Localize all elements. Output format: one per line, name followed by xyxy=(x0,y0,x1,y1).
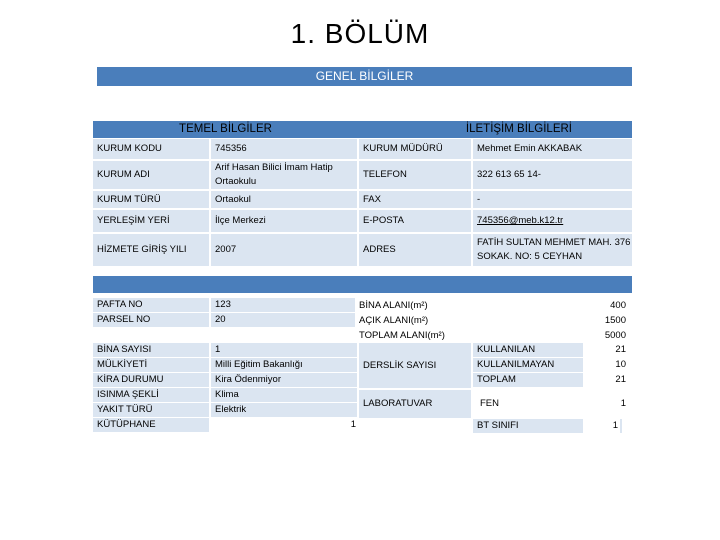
fen-label: FEN xyxy=(480,398,499,409)
iletisim-bilgileri-header xyxy=(358,121,632,138)
adres-label: ADRES xyxy=(359,234,471,266)
bina-alani-label: BİNA ALANI(m²) xyxy=(355,298,505,313)
pafta-no-label: PAFTA NO xyxy=(93,298,209,312)
iletisim-header-label: İLETİŞİM BİLGİLERİ xyxy=(465,123,572,135)
fen-value: 1 xyxy=(620,398,626,409)
acik-alani-value: 1500 xyxy=(604,315,626,326)
bt-sinifi-label: BT SINIFI xyxy=(473,419,583,433)
kullanilan-value: 21 xyxy=(615,344,626,355)
adres-value: FATİH SULTAN MEHMET MAH. 376 SOKAK. NO: 5 CEYHAN xyxy=(473,234,632,266)
kurum-kodu-label: KURUM KODU xyxy=(93,139,209,159)
derslik-sayisi-label: DERSLİK SAYISI xyxy=(359,343,471,388)
derslik-toplam-label: TOPLAM xyxy=(473,373,583,387)
kurum-kodu-value: 745356 xyxy=(211,139,357,159)
section-divider xyxy=(93,276,632,293)
page-title: 1. BÖLÜM xyxy=(290,18,430,49)
kurum-muduru-label: KURUM MÜDÜRÜ xyxy=(359,139,471,159)
pafta-no-value: 123 xyxy=(211,298,357,312)
acik-alani-label: AÇIK ALANI(m²) xyxy=(355,313,505,328)
parsel-no-value: 20 xyxy=(211,313,357,327)
toplam-alani-value: 5000 xyxy=(604,330,626,341)
isinma-sekli-label: ISINMA ŞEKLİ xyxy=(93,388,209,402)
table-edge xyxy=(620,419,622,433)
yerlesim-yeri-label: YERLEŞİM YERİ xyxy=(93,210,209,232)
yakit-turu-label: YAKIT TÜRÜ xyxy=(93,403,209,417)
general-info-banner xyxy=(97,67,632,86)
yakit-turu-value: Elektrik xyxy=(211,403,357,417)
e-posta-value[interactable]: 745356@meb.k12.tr xyxy=(473,210,632,232)
telefon-label: TELEFON xyxy=(359,161,471,189)
temel-header-label: TEMEL BİLGİLER xyxy=(179,123,272,135)
yerlesim-yeri-value: İlçe Merkezi xyxy=(211,210,357,232)
kurum-adi-value: Arif Hasan Bilici İmam Hatip Ortaokulu xyxy=(211,161,357,189)
kutuphane-value: 1 xyxy=(350,419,356,430)
mulkiyeti-label: MÜLKİYETİ xyxy=(93,358,209,372)
toplam-alani-label: TOPLAM ALANI(m²) xyxy=(355,328,505,343)
kurum-muduru-value: Mehmet Emin AKKABAK xyxy=(473,139,632,159)
kira-durumu-label: KİRA DURUMU xyxy=(93,373,209,387)
kurum-adi-label: KURUM ADI xyxy=(93,161,209,189)
laboratuvar-label: LABORATUVAR xyxy=(359,390,471,418)
temel-bilgiler-header xyxy=(93,121,358,138)
hizmete-giris-label: HİZMETE GİRİŞ YILI xyxy=(93,234,209,266)
telefon-value: 322 613 65 14- xyxy=(473,161,632,189)
derslik-toplam-value: 21 xyxy=(615,374,626,385)
bt-sinifi-value: 1 xyxy=(612,420,618,431)
e-posta-label: E-POSTA xyxy=(359,210,471,232)
kurum-turu-label: KURUM TÜRÜ xyxy=(93,191,209,208)
mulkiyeti-value: Milli Eğitim Bakanlığı xyxy=(211,358,357,372)
kullanilan-label: KULLANILAN xyxy=(473,343,583,357)
parsel-no-label: PARSEL NO xyxy=(93,313,209,327)
kullanilmayan-label: KULLANILMAYAN xyxy=(473,358,583,372)
kutuphane-label: KÜTÜPHANE xyxy=(93,418,209,432)
fax-value: - xyxy=(473,191,632,208)
isinma-sekli-value: Klima xyxy=(211,388,357,402)
kurum-turu-value: Ortaokul xyxy=(211,191,357,208)
banner-label: GENEL BİLGİLER xyxy=(315,69,414,83)
bina-sayisi-value: 1 xyxy=(211,343,357,357)
bina-sayisi-label: BİNA SAYISI xyxy=(93,343,209,357)
hizmete-giris-value: 2007 xyxy=(211,234,357,266)
kullanilmayan-value: 10 xyxy=(615,359,626,370)
bina-alani-value: 400 xyxy=(610,300,626,311)
fax-label: FAX xyxy=(359,191,471,208)
kira-durumu-value: Kira Ödenmiyor xyxy=(211,373,357,387)
